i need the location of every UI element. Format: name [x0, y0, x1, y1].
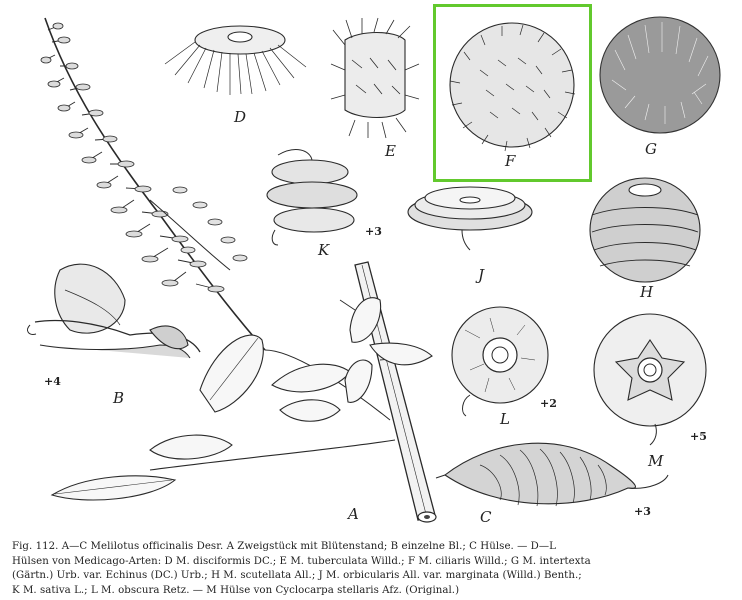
panel-label-l: L: [500, 410, 510, 428]
magnification-b: +4: [44, 375, 61, 388]
drawing-l-pod: [452, 307, 548, 416]
drawing-d-pod: [165, 26, 306, 95]
magnification-k: +3: [365, 225, 382, 238]
panel-label-b: B: [113, 389, 125, 407]
drawing-k-pod: [267, 150, 357, 245]
drawing-c-pod: [436, 443, 668, 506]
drawing-e-pod: [331, 18, 419, 138]
caption-line-3: (Gärtn.) Urb. var. Echinus (DC.) Urb.; H M. scutellata All.; J M. orbicularis All. var. marginata (Willd.) Benth.;: [12, 570, 582, 581]
panel-label-g: G: [645, 140, 657, 158]
figure-caption: [12, 540, 734, 598]
drawing-h-pod: [590, 178, 700, 282]
panel-label-j: J: [478, 266, 485, 284]
panel-label-m: M: [648, 452, 664, 470]
magnification-m: +5: [690, 430, 707, 443]
panel-label-f: F: [505, 152, 516, 170]
panel-label-h: H: [640, 283, 654, 301]
caption-line-2: Hülsen von Medicago-Arten: D M. disciformis DC.; E M. tuberculata Willd.; F M. ciliaris Willd.; G M. intertexta: [12, 555, 591, 567]
magnification-c: +3: [634, 505, 651, 518]
panel-label-k: K: [318, 241, 330, 259]
drawing-g-pod: [600, 17, 720, 133]
drawing-j-pod: [408, 187, 532, 250]
panel-label-d: D: [234, 108, 247, 126]
drawing-m-pod: [594, 314, 706, 445]
panel-label-e: E: [385, 142, 396, 160]
caption-line-1: Fig. 112. A—C Melilotus officinalis Desr. A Zweigstück mit Blütenstand; B einzelne Bl.; C Hülse. — D—L: [12, 541, 556, 552]
drawing-b-flower: [28, 264, 200, 358]
panel-label-c: C: [480, 508, 492, 526]
panel-label-a: A: [348, 505, 359, 523]
caption-line-4: K M. sativa L.; L M. obscura Retz. — M Hülse von Cyclocarpa stellaris Afz. (Original.): [12, 584, 460, 596]
magnification-l: +2: [540, 397, 557, 410]
highlight-box-f: [433, 4, 592, 182]
